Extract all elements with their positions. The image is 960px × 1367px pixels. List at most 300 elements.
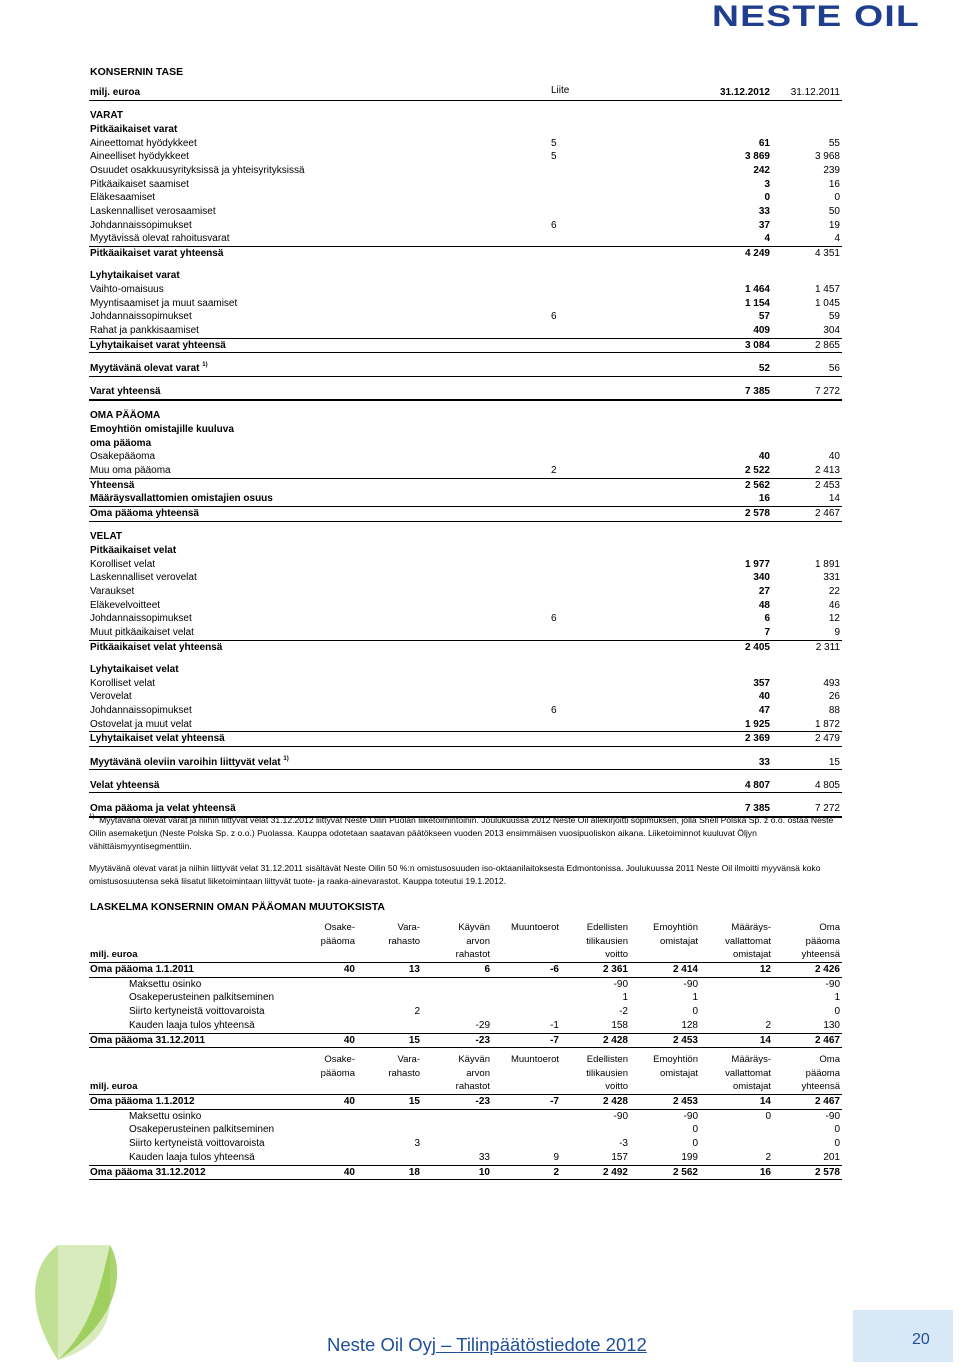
spacer: [89, 101, 842, 110]
cell-value: 1: [834, 992, 840, 1004]
balance-row: [89, 191, 842, 205]
note-ref: 5: [551, 137, 557, 149]
balance-row: [89, 663, 842, 677]
balance-row: [89, 558, 842, 572]
balance-row: [89, 283, 842, 297]
equity-row: [89, 1005, 842, 1019]
balance-row: [89, 612, 842, 626]
footer-text: [327, 1334, 647, 1356]
value-2012: 1 154: [744, 297, 770, 309]
equity-row: [89, 1151, 842, 1166]
value-2011: 2 453: [814, 479, 840, 491]
cell-value: 2 426: [814, 964, 840, 976]
note-ref: 6: [551, 705, 557, 716]
balance-row: [89, 544, 842, 558]
row-label: Osakeperusteinen palkitseminen: [129, 992, 275, 1004]
cell-value: -6: [550, 964, 559, 976]
equity-header-row: [89, 1080, 842, 1095]
row-label: Pitkäaikaiset velat yhteensä: [90, 641, 223, 653]
cell-value: 40: [343, 1034, 355, 1046]
spacer: [89, 770, 842, 779]
value-2012: 3 869: [744, 151, 770, 163]
column-header: tilikausien: [586, 1067, 628, 1079]
value-2012: 7 385: [744, 386, 770, 398]
cell-value: -90: [683, 1110, 698, 1122]
row-label: Johdannaissopimukset: [90, 705, 192, 716]
column-header: voitto: [605, 949, 628, 961]
value-2011: 493: [823, 677, 840, 689]
row-label: Velat yhteensä: [90, 779, 160, 791]
cell-value: 40: [343, 964, 355, 976]
value-2012: 7 385: [744, 802, 770, 814]
value-2011: 16: [828, 178, 840, 190]
balance-row: [89, 704, 842, 718]
balance-row: [89, 423, 842, 437]
note-header: Liite: [551, 85, 570, 96]
value-2011: 7 272: [814, 386, 840, 398]
cell-value: 2: [765, 1019, 771, 1031]
value-2011: 1 457: [814, 283, 840, 295]
balance-sheet-header: [89, 86, 842, 101]
equity-statement-title: LASKELMA KONSERNIN OMAN PÄÄOMAN MUUTOKSISTA: [90, 901, 385, 913]
cell-value: 12: [759, 964, 771, 976]
value-2012: 4: [764, 233, 770, 245]
value-2011: 26: [828, 691, 840, 703]
spacer: [89, 654, 842, 663]
column-header: Määräys-: [731, 922, 771, 933]
row-label: Kauden laaja tulos yhteensä: [129, 1019, 255, 1031]
value-2011: 1 891: [814, 558, 840, 570]
row-label: Yhteensä: [90, 479, 135, 491]
balance-row: [89, 123, 842, 137]
row-label: Johdannaissopimukset: [90, 219, 192, 231]
balance-row: [89, 232, 842, 247]
cell-value: 0: [692, 1138, 698, 1150]
column-header: omistajat: [732, 1081, 771, 1093]
cell-value: 130: [823, 1019, 840, 1031]
cell-value: 6: [484, 964, 490, 976]
spacer: [89, 401, 842, 410]
column-header: pääoma: [320, 935, 355, 947]
cell-value: -23: [475, 1034, 490, 1046]
row-label: Korolliset velat: [90, 558, 156, 570]
value-2012: 4 249: [744, 248, 770, 260]
column-header: rahastot: [455, 1081, 490, 1093]
column-header: arvon: [466, 935, 490, 947]
cell-value: 1: [622, 992, 628, 1004]
equity-row: [89, 1110, 842, 1124]
balance-row: [89, 205, 842, 219]
footer-separator: –: [435, 1334, 457, 1355]
row-label: Pitkäaikaiset varat: [90, 123, 178, 135]
cell-value: -2: [619, 1006, 628, 1018]
cell-value: 0: [834, 1006, 840, 1018]
column-header: vallattomat: [725, 935, 771, 947]
row-label: VELAT: [90, 531, 123, 543]
balance-row: [89, 339, 842, 354]
balance-row: [89, 247, 842, 261]
spacer: [89, 261, 842, 270]
cell-value: 3: [414, 1138, 420, 1150]
balance-sheet-table: [89, 86, 842, 818]
value-2012: 7: [764, 627, 770, 639]
row-label: Lyhytaikaiset varat: [90, 270, 180, 282]
balance-row: [89, 269, 842, 283]
cell-value: -90: [825, 1110, 840, 1122]
note-ref: 2: [551, 465, 557, 476]
row-label: Oma pääoma ja velat yhteensä: [90, 802, 236, 814]
equity-row: [89, 978, 842, 992]
unit-label: milj. euroa: [90, 949, 138, 961]
column-header: rahasto: [388, 935, 420, 947]
balance-row: [89, 492, 842, 507]
row-label: Oma pääoma 1.1.2012: [90, 1096, 195, 1108]
balance-row: [89, 718, 842, 733]
spacer: [89, 793, 842, 802]
cell-value: 15: [408, 1034, 420, 1046]
cell-value: 2 414: [672, 964, 698, 976]
balance-row: [89, 690, 842, 704]
cell-value: -29: [475, 1019, 490, 1031]
value-2011: 88: [828, 705, 840, 716]
row-label: Vaihto-omaisuus: [90, 283, 164, 295]
footnote-2: [89, 862, 849, 888]
row-label: Myytävissä olevat rahoitusvarat: [90, 233, 230, 245]
footer-report: Tilinpäätöstiedote 2012: [456, 1334, 647, 1355]
value-2012: 61: [758, 137, 770, 149]
balance-row: [89, 324, 842, 339]
cell-value: 2 467: [814, 1034, 840, 1046]
row-label: Johdannaissopimukset: [90, 613, 192, 625]
cell-value: 2 453: [672, 1096, 698, 1108]
cell-value: 14: [759, 1096, 771, 1108]
column-header: Osake-: [324, 1054, 355, 1065]
page-number-box: [853, 1310, 953, 1362]
value-2012: 33: [758, 756, 770, 768]
equity-row: [89, 1095, 842, 1110]
equity-header-row: [89, 1053, 842, 1067]
column-header: Edellisten: [586, 922, 628, 933]
balance-row: [89, 479, 842, 493]
balance-row: [89, 585, 842, 599]
row-label: Emoyhtiön omistajille kuuluva: [90, 423, 234, 435]
equity-row: [89, 963, 842, 978]
row-label: Oma pääoma 31.12.2012: [90, 1166, 206, 1178]
cell-value: 2: [553, 1166, 559, 1178]
spacer: [89, 377, 842, 386]
equity-row: [89, 1166, 842, 1181]
balance-row: [89, 677, 842, 691]
cell-value: 9: [553, 1151, 559, 1163]
balance-row: [89, 362, 842, 377]
row-label: Varaukset: [90, 586, 135, 597]
value-2011: 2 311: [815, 641, 840, 653]
value-2012: 409: [753, 325, 770, 336]
value-2011: 22: [828, 586, 840, 597]
value-2011: 1 045: [814, 297, 840, 309]
value-2011: 0: [834, 192, 840, 204]
value-2011: 46: [828, 599, 840, 611]
spacer: [89, 353, 842, 362]
cell-value: 40: [343, 1166, 355, 1178]
row-label: Rahat ja pankkisaamiset: [90, 325, 199, 336]
value-2012: 1 925: [744, 718, 770, 730]
equity-header-row: [89, 921, 842, 935]
column-header: Käyvän: [458, 1054, 490, 1065]
spacer: [89, 522, 842, 531]
balance-row: [89, 779, 842, 794]
value-2012: 0: [764, 192, 770, 204]
cell-value: 158: [611, 1019, 628, 1031]
row-label: Muut pitkäaikaiset velat: [90, 627, 194, 639]
cell-value: 2 578: [814, 1166, 840, 1178]
row-label: Laskennalliset verosaamiset: [90, 206, 216, 217]
value-2012: 3: [764, 178, 770, 190]
value-2011: 3 968: [814, 151, 840, 163]
equity-header-row: [89, 935, 842, 949]
balance-row: [89, 409, 842, 423]
cell-value: 2 467: [814, 1096, 840, 1108]
cell-value: -3: [619, 1138, 628, 1150]
value-2011: 304: [823, 325, 840, 336]
row-label: Aineettomat hyödykkeet: [90, 137, 197, 149]
row-label: OMA PÄÄOMA: [90, 410, 161, 422]
balance-row: [89, 137, 842, 151]
cell-value: 201: [823, 1151, 840, 1163]
logo-text: NESTE OIL: [712, 2, 920, 30]
column-header: rahasto: [388, 1067, 420, 1079]
row-label: Lyhytaikaiset velat: [90, 663, 179, 675]
footnote-text-2011: Myytävänä olevat varat ja niihin liittyvät velat 31.12.2011 sisältävät Neste Oilin 50 %:n omistusosuuden iso-oktaanilaitoksesta Edmontonissa. Joulukuussa 2011 Neste Oil ilmoitti myyvänsä koko omistusosuutensa sekä liisatut liiketoimintaan liittyvät tuote- ja raaka-ainevarastot. Kauppa toteutui 19.1.2012.: [89, 863, 821, 886]
value-2011: 19: [828, 219, 840, 231]
value-2012: 37: [758, 219, 770, 231]
column-header: omistajat: [732, 949, 771, 961]
row-label: Oma pääoma 31.12.2011: [90, 1034, 206, 1046]
balance-row: [89, 732, 842, 747]
equity-header-row: [89, 1067, 842, 1081]
value-2012: 2 578: [744, 508, 770, 520]
column-header: pääoma: [805, 1067, 840, 1079]
cell-value: 2: [414, 1006, 420, 1018]
balance-row: [89, 164, 842, 178]
equity-row: [89, 1123, 842, 1137]
cell-value: 2: [765, 1151, 771, 1163]
neste-oil-logo: [712, 2, 922, 30]
balance-row: [89, 109, 842, 123]
value-2012: 242: [753, 164, 770, 176]
column-header: yhteensä: [801, 949, 840, 961]
row-label: Aineelliset hyödykkeet: [90, 151, 189, 163]
equity-row: [89, 1137, 842, 1151]
year-2012-header: 31.12.2012: [719, 87, 770, 98]
row-label: Pitkäaikaiset saamiset: [90, 178, 189, 190]
value-2011: 55: [828, 137, 840, 149]
balance-row: [89, 297, 842, 311]
value-2012: 4 807: [744, 779, 770, 791]
row-label: Verovelat: [90, 691, 132, 703]
value-2012: 2 369: [744, 733, 770, 745]
row-label: Pitkäaikaiset velat: [90, 544, 177, 556]
year-2011-header: 31.12.2011: [790, 87, 840, 98]
column-header: arvon: [466, 1067, 490, 1079]
cell-value: 1: [692, 992, 698, 1004]
equity-row: [89, 991, 842, 1005]
column-header: yhteensä: [801, 1081, 840, 1093]
value-2012: 27: [758, 586, 770, 597]
cell-value: 40: [343, 1096, 355, 1108]
value-2011: 4 805: [814, 779, 840, 791]
column-header: omistajat: [659, 935, 698, 947]
value-2012: 48: [758, 599, 770, 611]
value-2011: 9: [834, 627, 840, 639]
row-label-wrapper: [90, 362, 208, 376]
cell-value: 128: [681, 1019, 698, 1031]
equity-header-row: [89, 948, 842, 963]
equity-table-2011: [89, 921, 842, 1048]
cell-value: 2 428: [602, 1034, 628, 1046]
column-header: tilikausien: [586, 935, 628, 947]
value-2011: 15: [828, 756, 840, 768]
balance-sheet-title: KONSERNIN TASE: [90, 66, 184, 78]
balance-row: [89, 219, 842, 233]
value-2011: 7 272: [814, 802, 840, 814]
value-2011: 50: [828, 206, 840, 217]
cell-value: 2 361: [602, 964, 628, 976]
row-label: oma pääoma: [90, 437, 152, 449]
cell-value: 2 492: [602, 1166, 628, 1178]
value-2011: 4 351: [814, 248, 840, 260]
cell-value: -23: [475, 1096, 490, 1108]
cell-value: -90: [613, 978, 628, 990]
row-label: Osakeperusteinen palkitseminen: [129, 1124, 275, 1136]
note-ref: 6: [551, 219, 557, 231]
column-header: Emoyhtiön: [653, 922, 698, 933]
note-ref: 6: [551, 311, 557, 323]
value-2011: 14: [828, 493, 840, 505]
value-2011: 40: [828, 451, 840, 463]
value-2012: 3 084: [744, 339, 770, 351]
column-header: omistajat: [659, 1067, 698, 1079]
cell-value: 199: [681, 1151, 698, 1163]
balance-row: [89, 385, 842, 401]
value-2011: 4: [834, 233, 840, 245]
row-label: Siirto kertyneistä voittovaroista: [129, 1138, 265, 1150]
cell-value: 18: [408, 1166, 420, 1178]
row-label: Lyhytaikaiset varat yhteensä: [90, 339, 226, 351]
row-label: Kauden laaja tulos yhteensä: [129, 1151, 255, 1163]
value-2012: 1 977: [744, 558, 770, 570]
balance-row: [89, 507, 842, 522]
row-label: Siirto kertyneistä voittovaroista: [129, 1006, 265, 1018]
value-2012: 40: [758, 451, 770, 463]
balance-row: [89, 626, 842, 641]
value-2011: 2 413: [814, 465, 840, 476]
column-header: pääoma: [805, 935, 840, 947]
balance-row: [89, 641, 842, 655]
cell-value: 0: [692, 1006, 698, 1018]
cell-value: 13: [408, 964, 420, 976]
leaf-shape-2: [35, 1245, 58, 1360]
footnote-ref: 1): [202, 361, 208, 368]
cell-value: 0: [765, 1110, 771, 1122]
row-label: Lyhytaikaiset velat yhteensä: [90, 733, 225, 745]
cell-value: 0: [692, 1124, 698, 1136]
equity-row: [89, 1034, 842, 1049]
value-2011: 2 865: [814, 339, 840, 351]
footnote-text-2012: Myytävänä olevat varat ja niihin liittyvät velat 31.12.2012 liittyvät Neste Oilin Puolan liiketoimintoihin. Joulukuussa 2012 Neste Oil allekirjoitti sopimuksen, jolla Shell Polska Sp. z o.o. ostaa Neste Oilin asemaketjun (Neste Polska Sp. z o.o.) Puolassa. Kauppa odotetaan saatavan päätökseen vuoden 2013 ensimmäisen vuosipuoliskon aikana. Liiketoiminnot kuuluvat Öljyn vähittäismyyntisegmenttiin.: [89, 815, 834, 851]
equity-row: [89, 1019, 842, 1034]
cell-value: 2 428: [602, 1096, 628, 1108]
cell-value: 33: [478, 1151, 490, 1163]
value-2012: 1 464: [744, 283, 770, 295]
unit-label: milj. euroa: [90, 87, 141, 98]
value-2011: 1 872: [814, 718, 840, 730]
row-label: Ostovelat ja muut velat: [90, 718, 192, 730]
cell-value: 10: [478, 1166, 490, 1178]
value-2012: 40: [758, 691, 770, 703]
value-2011: 59: [828, 311, 840, 323]
value-2011: 2 479: [814, 733, 840, 745]
footnote-marker: 1): [89, 814, 95, 820]
value-2012: 57: [758, 311, 770, 323]
value-2012: 357: [753, 677, 770, 689]
row-label: Myyntisaamiset ja muut saamiset: [90, 297, 238, 309]
page-number: 20: [912, 1331, 930, 1348]
value-2012: 52: [758, 362, 770, 374]
logo-wordmark: [712, 2, 922, 30]
footnote-1: [89, 814, 849, 852]
balance-row: [89, 150, 842, 164]
cell-value: 0: [834, 1138, 840, 1150]
row-label: Eläkesaamiset: [90, 192, 156, 204]
column-header: Vara-: [397, 1054, 420, 1065]
value-2012: 16: [758, 493, 770, 505]
column-header: rahastot: [455, 949, 490, 961]
column-header: Käyvän: [458, 922, 490, 933]
value-2012: 2 522: [744, 465, 770, 476]
row-label: Laskennalliset verovelat: [90, 572, 197, 584]
cell-value: 14: [759, 1034, 771, 1046]
cell-value: 2 562: [672, 1166, 698, 1178]
row-label: Johdannaissopimukset: [90, 311, 192, 323]
row-label: Osakepääoma: [90, 451, 156, 463]
value-2012: 6: [764, 613, 770, 625]
cell-value: 2 453: [672, 1034, 698, 1046]
column-header: voitto: [605, 1081, 628, 1093]
row-label: VARAT: [90, 110, 123, 122]
value-2012: 2 562: [744, 479, 770, 491]
row-label: Muu oma pääoma: [90, 465, 171, 476]
row-label: Myytävänä olevat varat: [90, 362, 200, 374]
balance-row: [89, 437, 842, 451]
note-ref: 5: [551, 151, 557, 163]
value-2011: 56: [828, 362, 840, 374]
value-2012: 2 405: [744, 641, 770, 653]
footnote-ref: 1): [283, 755, 289, 762]
value-2012: 340: [753, 572, 770, 584]
note-ref: 6: [551, 613, 557, 625]
column-header: vallattomat: [725, 1067, 771, 1079]
footer-company: Neste Oil Oyj: [327, 1334, 436, 1355]
column-header: Osake-: [324, 922, 355, 933]
row-label-wrapper: [90, 756, 289, 770]
value-2011: 2 467: [814, 508, 840, 520]
column-header: Muuntoerot: [510, 922, 559, 933]
balance-row: [89, 310, 842, 324]
column-header: Emoyhtiön: [653, 1054, 698, 1065]
row-label: Varat yhteensä: [90, 386, 161, 398]
row-label: Maksettu osinko: [129, 978, 202, 990]
